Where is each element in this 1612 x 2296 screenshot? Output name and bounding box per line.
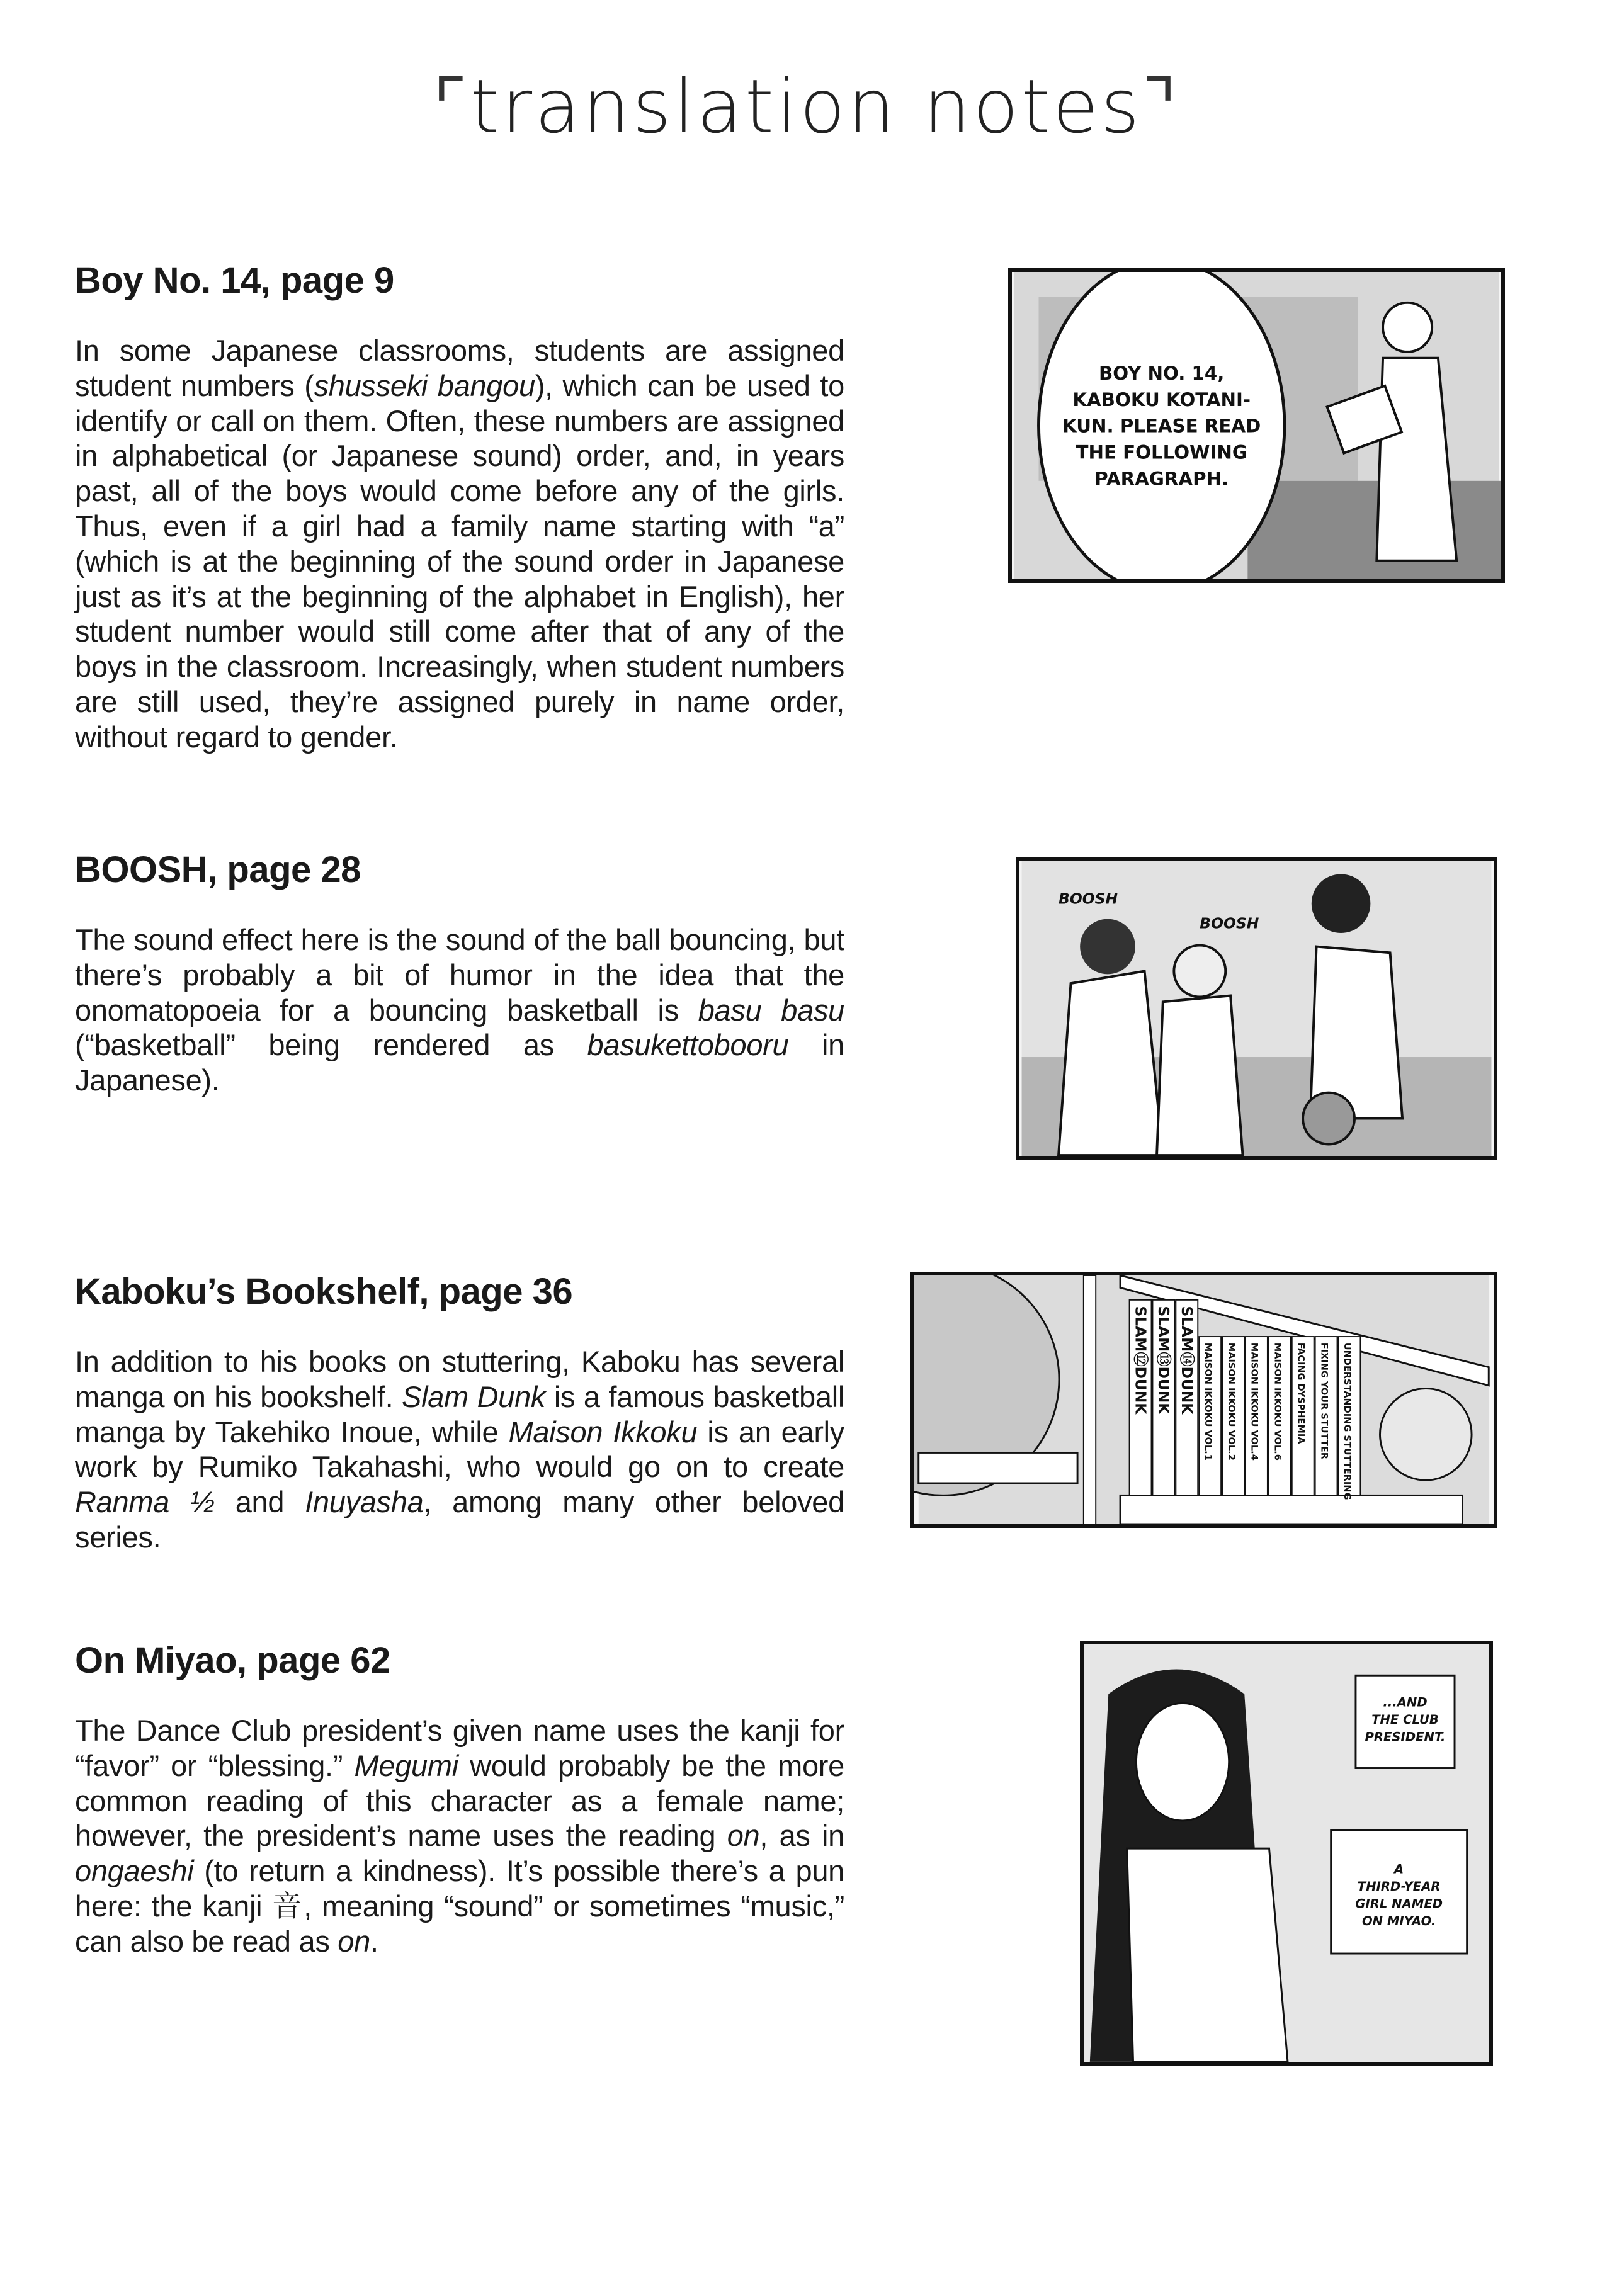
manga-panel-miyao bbox=[1080, 1641, 1493, 2066]
italic-term: Inuyasha bbox=[305, 1485, 424, 1519]
italic-term: Ranma ½ bbox=[75, 1485, 215, 1519]
text-run: ), which can be used to identify or call on them. Often, these numbers are assigned in alphabetical (or Japanese sound) order, and, in years past, all of the boys would come before any of the girls. Thus, even if a girl had a family name starting with “a” (which is at the beginning of the sound order in Japanese just as it’s at the beginning of the alphabet in English), her student number would still come after that of any of the boys in the classroom. Increasingly, when student numbers are still used, they’re assigned purely in name order, without regard to gender. bbox=[75, 368, 844, 754]
text-run: would probably be the more common reading of this character as a female name; however, the president’s name uses the reading bbox=[75, 1748, 844, 1853]
text-run: in Japanese). bbox=[75, 1028, 844, 1097]
text-run: (“basketball” being rendered as bbox=[75, 1028, 587, 1062]
text-run: , as in bbox=[759, 1819, 844, 1853]
book-title: FACING DYSPHEMIA bbox=[1295, 1342, 1307, 1444]
text-run: (to return a kindness). It’s possible there’s a pun here: the kanji 音, meaning “sound” or sometimes “music,” can also be read as bbox=[75, 1854, 844, 1958]
text-run: is a famous basketball manga by Takehiko Inoue, while bbox=[75, 1379, 844, 1449]
book-title: SLAM⑬DUNK bbox=[1155, 1306, 1172, 1415]
sound-effect: BOOSH bbox=[1059, 890, 1118, 908]
note-on-miyao bbox=[75, 1639, 844, 1959]
speech-line: KABOKU KOTANI- bbox=[1072, 388, 1251, 410]
text-run: In some Japanese classrooms, students are assigned student numbers ( bbox=[75, 334, 844, 402]
italic-term: Megumi bbox=[354, 1748, 458, 1782]
manga-panel-basketball bbox=[1016, 857, 1497, 1160]
text-run: The sound effect here is the sound of the ball bouncing, but there’s probably a bit of humor in the idea that the onomatopoeia for a bouncing basketball is bbox=[75, 923, 844, 1027]
note-body bbox=[75, 333, 844, 755]
book-title: MAISON IKKOKU VOL.2 bbox=[1225, 1342, 1237, 1461]
book-title: FIXING YOUR STUTTER bbox=[1319, 1342, 1330, 1459]
caption-line: THE CLUB bbox=[1371, 1712, 1439, 1727]
note-heading: On Miyao, page 62 bbox=[75, 1640, 390, 1681]
italic-term: ongaeshi bbox=[75, 1854, 194, 1888]
manga-panel-bookshelf bbox=[910, 1272, 1497, 1528]
book-title: MAISON IKKOKU VOL.6 bbox=[1272, 1342, 1283, 1461]
text-run: , among many other beloved series. bbox=[75, 1485, 844, 1554]
book-title: MAISON IKKOKU VOL.4 bbox=[1249, 1342, 1260, 1461]
caption-line: THIRD-YEAR bbox=[1357, 1879, 1441, 1894]
italic-term: on bbox=[338, 1924, 370, 1958]
italic-term: Slam Dunk bbox=[402, 1379, 546, 1413]
note-boosh bbox=[75, 849, 844, 1098]
note-body bbox=[75, 1344, 844, 1555]
text-run: In addition to his books on stuttering, Kaboku has several manga on his bookshelf. bbox=[75, 1345, 844, 1413]
book-title: SLAM⑭DUNK bbox=[1178, 1306, 1196, 1415]
note-heading: BOOSH, page 28 bbox=[75, 849, 361, 890]
note-bookshelf bbox=[75, 1270, 844, 1555]
page-title: ⌜translation notes⌝ bbox=[433, 63, 1179, 150]
text-run: and bbox=[214, 1485, 305, 1519]
caption-line: ON MIYAO. bbox=[1361, 1913, 1436, 1928]
book-title: SLAM⑫DUNK bbox=[1132, 1306, 1149, 1415]
speech-line: PARAGRAPH. bbox=[1094, 468, 1229, 490]
speech-line: THE FOLLOWING bbox=[1076, 441, 1247, 463]
caption-line: GIRL NAMED bbox=[1355, 1896, 1443, 1911]
book-title: UNDERSTANDING STUTTERING bbox=[1342, 1342, 1353, 1500]
note-heading: Kaboku’s Bookshelf, page 36 bbox=[75, 1271, 573, 1312]
italic-term: shusseki bangou bbox=[314, 368, 535, 402]
manga-panel-classroom bbox=[1008, 268, 1505, 583]
note-heading: Boy No. 14, page 9 bbox=[75, 260, 394, 301]
speech-line: BOY NO. 14, bbox=[1099, 362, 1225, 384]
speech-line: KUN. PLEASE READ bbox=[1062, 415, 1261, 437]
text-run: The Dance Club president’s given name uses the kanji for “favor” or “blessing.” bbox=[75, 1714, 844, 1782]
book-title: MAISON IKKOKU VOL.1 bbox=[1202, 1342, 1213, 1461]
note-body bbox=[75, 922, 844, 1098]
caption-line: A bbox=[1394, 1862, 1404, 1877]
caption-line: PRESIDENT. bbox=[1365, 1729, 1446, 1745]
caption-line: ...AND bbox=[1383, 1695, 1428, 1710]
note-body bbox=[75, 1713, 844, 1959]
text-run: . bbox=[370, 1924, 378, 1958]
italic-term: basukettobooru bbox=[587, 1028, 789, 1062]
sound-effect: BOOSH bbox=[1200, 914, 1259, 932]
italic-term: Maison Ikkoku bbox=[508, 1415, 698, 1449]
italic-term: on bbox=[727, 1819, 760, 1853]
note-boy-no-14 bbox=[75, 259, 844, 755]
italic-term: basu basu bbox=[698, 993, 844, 1027]
text-run: is an early work by Rumiko Takahashi, who would go on to create bbox=[75, 1415, 845, 1484]
